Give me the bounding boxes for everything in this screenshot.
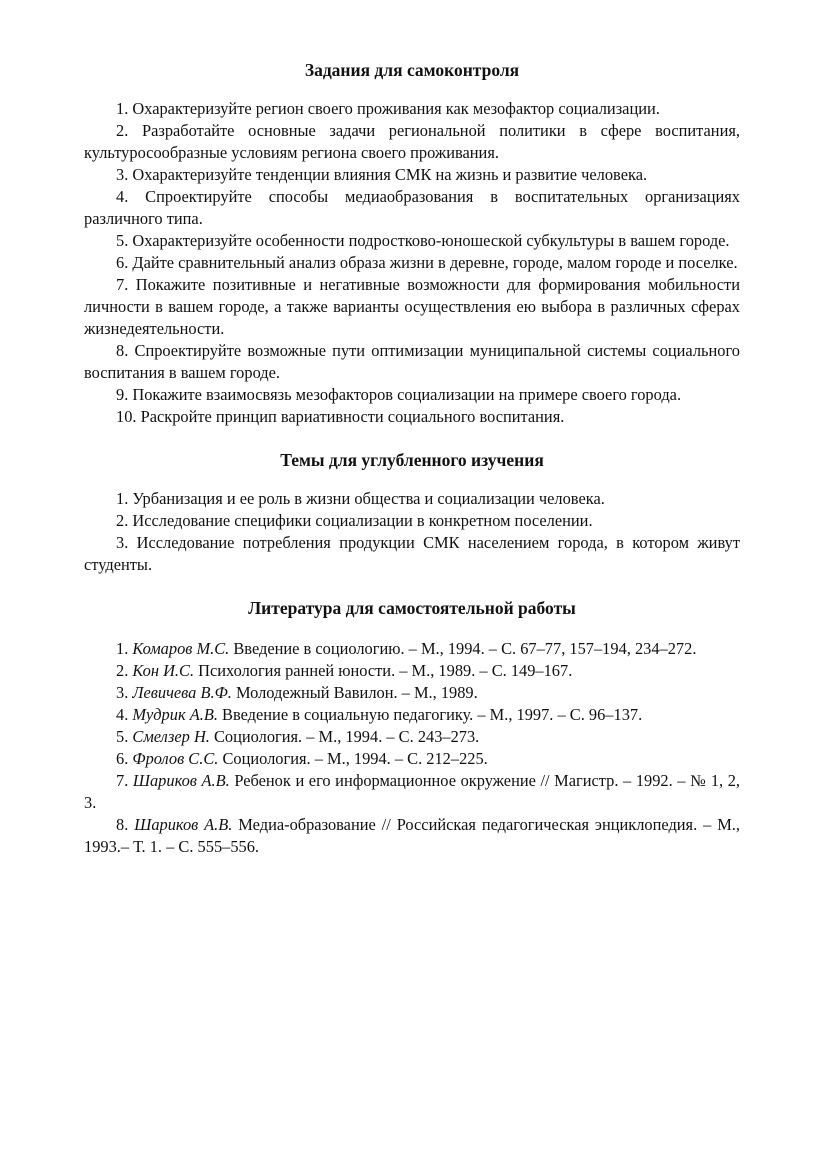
literature-item [84, 682, 740, 704]
literature-details: Социология. – М., 1994. – С. 212–225. [218, 749, 488, 768]
literature-details: Введение в социальную педагогику. – М., 1997. – С. 96–137. [217, 705, 643, 724]
literature-number: 2. [116, 661, 133, 680]
task-item: 6. Дайте сравнительный анализ образа жизни в деревне, городе, малом городе и поселке. [116, 253, 738, 272]
literature-title: Литература для самостоятельной работы [248, 598, 576, 618]
task-item: 3. Охарактеризуйте тенденции влияния СМК на жизнь и развитие человека. [116, 165, 648, 184]
literature-details: Социология. – М., 1994. – С. 243–273. [209, 727, 480, 746]
literature-details: Ребенок и его информационное окружение // Магистр. – 1992. – № 1, 2, 3. [84, 771, 740, 812]
literature-number: 4. [116, 705, 133, 724]
literature-number: 6. [116, 749, 133, 768]
literature-number: 1. [116, 639, 133, 658]
literature-details: Введение в социологию. – М., 1994. – С. 67–77, 157–194, 234–272. [229, 639, 697, 658]
literature-item [84, 638, 740, 660]
literature-item [84, 726, 740, 748]
literature-item [84, 660, 740, 682]
tasks-list [84, 98, 740, 428]
literature-number: 5. [116, 727, 133, 746]
literature-author: Шариков А.В. [132, 771, 230, 790]
tasks-title: Задания для самоконтроля [304, 60, 520, 80]
topic-item: 3. Исследование потребления продукции СМК населением города, в котором живут студенты. [84, 533, 740, 574]
topics-title: Темы для углубленного изучения [280, 450, 544, 470]
task-item: 9. Покажите взаимосвязь мезофакторов социализации на примере своего города. [116, 385, 682, 404]
literature-item [84, 748, 740, 770]
task-item: 4. Спроектируйте способы медиаобразования в воспитательных организациях различного типа. [84, 187, 740, 228]
document-page [84, 58, 740, 858]
topic-item: 1. Урбанизация и ее роль в жизни общества и социализации человека. [116, 489, 605, 508]
literature-item [84, 814, 740, 858]
literature-details: Молодежный Вавилон. – М., 1989. [231, 683, 478, 702]
literature-number: 8. [116, 815, 135, 834]
literature-author: Смелзер Н. [132, 727, 210, 746]
task-item: 5. Охарактеризуйте особенности подростково-юношеской субкультуры в вашем городе. [116, 231, 730, 250]
literature-list [84, 638, 740, 858]
task-item: 8. Спроектируйте возможные пути оптимизации муниципальной системы социального воспитания в вашем городе. [84, 341, 740, 382]
literature-author: Мудрик А.В. [132, 705, 218, 724]
task-item: 2. Разработайте основные задачи региональной политики в сфере воспитания, культуросообразные условиям региона своего проживания. [84, 121, 740, 162]
literature-item [84, 770, 740, 814]
topics-list [84, 488, 740, 576]
literature-details: Медиа-образование // Российская педагогическая энциклопедия. – М., 1993.– Т. 1. – С. 555–556. [84, 815, 740, 856]
literature-author: Комаров М.С. [132, 639, 230, 658]
literature-author: Фролов С.С. [132, 749, 219, 768]
topic-item: 2. Исследование специфики социализации в конкретном поселении. [116, 511, 593, 530]
task-item: 7. Покажите позитивные и негативные возможности для формирования мобильности личности в вашем городе, а также варианты осуществления ею выбора в различных сферах жизнедеятельности. [84, 275, 740, 338]
literature-details: Психология ранней юности. – М., 1989. – С. 149–167. [194, 661, 573, 680]
literature-author: Шариков А.В. [134, 815, 233, 834]
literature-number: 3. [116, 683, 133, 702]
task-item: 10. Раскройте принцип вариативности социального воспитания. [116, 407, 565, 426]
task-item: 1. Охарактеризуйте регион своего проживания как мезофактор социализации. [116, 99, 660, 118]
literature-author: Левичева В.Ф. [132, 683, 232, 702]
literature-author: Кон И.С. [132, 661, 195, 680]
literature-item [84, 704, 740, 726]
literature-number: 7. [116, 771, 133, 790]
